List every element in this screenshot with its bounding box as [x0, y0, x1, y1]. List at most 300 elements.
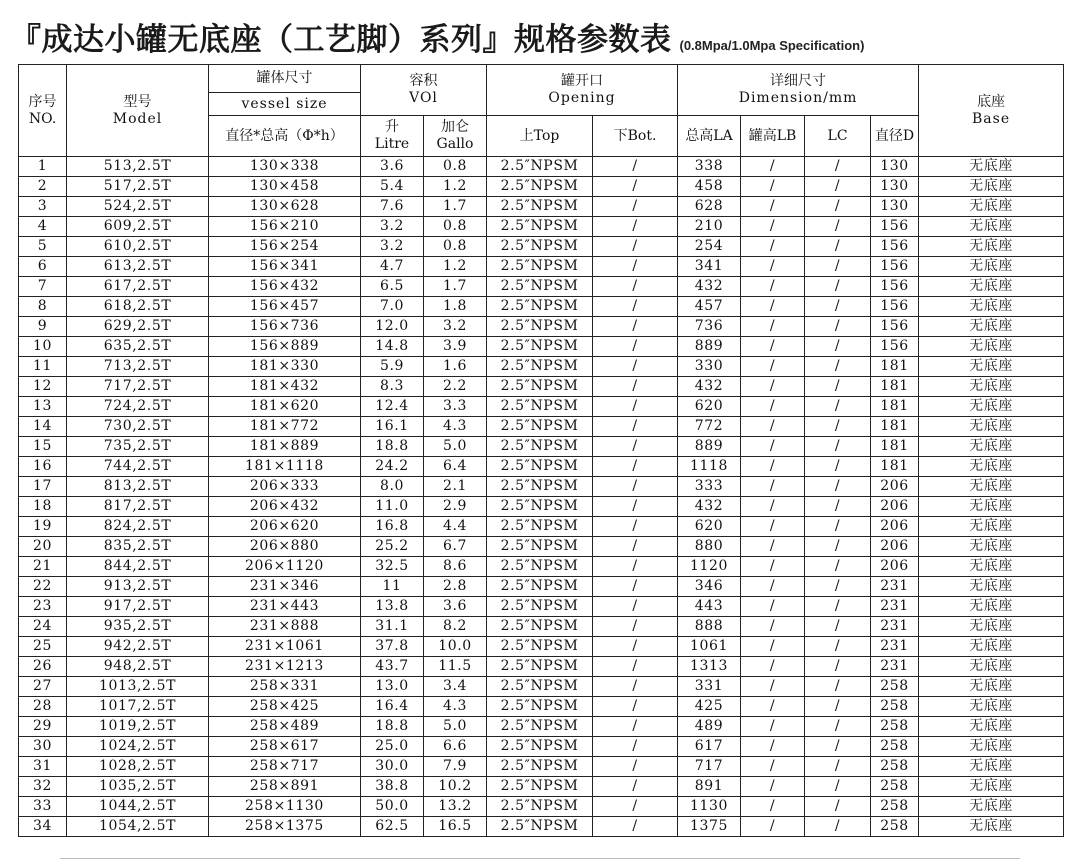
cell-lb: / [741, 797, 805, 817]
cell-base: 无底座 [919, 337, 1064, 357]
cell-seq: 21 [19, 557, 67, 577]
cell-la: 432 [678, 497, 741, 517]
table-row [19, 517, 1064, 537]
cell-litre: 13.0 [361, 677, 424, 697]
cell-opening-bottom: / [593, 717, 678, 737]
header-lc: LC [805, 116, 871, 157]
cell-diameter: 181 [871, 457, 919, 477]
cell-vessel-size: 181×620 [209, 397, 361, 417]
cell-vessel-size: 156×736 [209, 317, 361, 337]
table-row [19, 457, 1064, 477]
cell-diameter: 130 [871, 177, 919, 197]
cell-diameter: 156 [871, 277, 919, 297]
cell-vessel-size: 156×432 [209, 277, 361, 297]
cell-lc: / [805, 797, 871, 817]
cell-la: 458 [678, 177, 741, 197]
cell-model: 724,2.5T [67, 397, 209, 417]
cell-model: 730,2.5T [67, 417, 209, 437]
cell-vessel-size: 156×889 [209, 337, 361, 357]
title-subtitle: (0.8Mpa/1.0Mpa Specification) [679, 38, 865, 53]
header-dim-cn: 详细尺寸 [770, 73, 827, 89]
table-row [19, 217, 1064, 237]
cell-model: 517,2.5T [67, 177, 209, 197]
table-row [19, 697, 1064, 717]
cell-gallon: 0.8 [424, 157, 487, 177]
cell-opening-bottom: / [593, 537, 678, 557]
cell-lc: / [805, 477, 871, 497]
cell-lc: / [805, 577, 871, 597]
cell-model: 1028,2.5T [67, 757, 209, 777]
header-model-cn: 型号 [123, 93, 152, 110]
table-body [19, 157, 1064, 837]
cell-opening-bottom: / [593, 777, 678, 797]
cell-model: 844,2.5T [67, 557, 209, 577]
cell-gallon: 3.2 [424, 317, 487, 337]
cell-lc: / [805, 717, 871, 737]
cell-vessel-size: 156×210 [209, 217, 361, 237]
cell-base: 无底座 [919, 617, 1064, 637]
cell-model: 835,2.5T [67, 537, 209, 557]
cell-base: 无底座 [919, 277, 1064, 297]
table-row [19, 537, 1064, 557]
cell-seq: 29 [19, 717, 67, 737]
cell-base: 无底座 [919, 637, 1064, 657]
cell-litre: 3.6 [361, 157, 424, 177]
cell-lc: / [805, 497, 871, 517]
cell-lb: / [741, 537, 805, 557]
cell-base: 无底座 [919, 597, 1064, 617]
cell-opening-top: 2.5″NPSM [487, 257, 593, 277]
cell-vessel-size: 181×432 [209, 377, 361, 397]
cell-diameter: 231 [871, 637, 919, 657]
cell-model: 735,2.5T [67, 437, 209, 457]
header-bottom: 下Bot. [593, 116, 678, 157]
cell-vessel-size: 130×338 [209, 157, 361, 177]
cell-diameter: 231 [871, 617, 919, 637]
cell-diameter: 258 [871, 817, 919, 837]
cell-model: 917,2.5T [67, 597, 209, 617]
cell-model: 948,2.5T [67, 657, 209, 677]
cell-seq: 11 [19, 357, 67, 377]
cell-gallon: 0.8 [424, 217, 487, 237]
cell-gallon: 8.6 [424, 557, 487, 577]
cell-gallon: 1.2 [424, 257, 487, 277]
cell-base: 无底座 [919, 477, 1064, 497]
cell-litre: 12.0 [361, 317, 424, 337]
cell-lc: / [805, 757, 871, 777]
cell-opening-bottom: / [593, 157, 678, 177]
cell-opening-bottom: / [593, 257, 678, 277]
cell-lc: / [805, 777, 871, 797]
cell-model: 942,2.5T [67, 637, 209, 657]
cell-base: 无底座 [919, 357, 1064, 377]
cell-opening-top: 2.5″NPSM [487, 417, 593, 437]
cell-la: 330 [678, 357, 741, 377]
cell-diameter: 156 [871, 237, 919, 257]
cell-vessel-size: 206×333 [209, 477, 361, 497]
cell-diameter: 258 [871, 777, 919, 797]
cell-gallon: 2.1 [424, 477, 487, 497]
cell-base: 无底座 [919, 437, 1064, 457]
cell-model: 1044,2.5T [67, 797, 209, 817]
cell-lb: / [741, 217, 805, 237]
cell-vessel-size: 258×425 [209, 697, 361, 717]
cell-opening-bottom: / [593, 277, 678, 297]
cell-opening-top: 2.5″NPSM [487, 177, 593, 197]
cell-gallon: 3.3 [424, 397, 487, 417]
cell-la: 889 [678, 437, 741, 457]
table-row [19, 277, 1064, 297]
cell-lc: / [805, 417, 871, 437]
header-opening-en: Opening [548, 90, 616, 106]
cell-vessel-size: 181×889 [209, 437, 361, 457]
header-d: 直径D [871, 116, 919, 157]
page-title [10, 14, 865, 58]
cell-litre: 7.0 [361, 297, 424, 317]
cell-lb: / [741, 397, 805, 417]
cell-seq: 28 [19, 697, 67, 717]
header-vol-cn: 容积 [409, 73, 438, 89]
cell-lb: / [741, 417, 805, 437]
cell-la: 457 [678, 297, 741, 317]
cell-diameter: 156 [871, 257, 919, 277]
cell-lc: / [805, 657, 871, 677]
cell-vessel-size: 156×457 [209, 297, 361, 317]
cell-base: 无底座 [919, 657, 1064, 677]
cell-vessel-size: 181×330 [209, 357, 361, 377]
cell-litre: 37.8 [361, 637, 424, 657]
cell-opening-top: 2.5″NPSM [487, 397, 593, 417]
cell-model: 1035,2.5T [67, 777, 209, 797]
cell-lc: / [805, 317, 871, 337]
cell-lc: / [805, 217, 871, 237]
cell-gallon: 10.2 [424, 777, 487, 797]
cell-vessel-size: 231×443 [209, 597, 361, 617]
cell-seq: 23 [19, 597, 67, 617]
table-row [19, 197, 1064, 217]
cell-opening-bottom: / [593, 617, 678, 637]
table-row [19, 437, 1064, 457]
cell-gallon: 3.9 [424, 337, 487, 357]
cell-opening-bottom: / [593, 357, 678, 377]
cell-seq: 3 [19, 197, 67, 217]
cell-litre: 16.1 [361, 417, 424, 437]
cell-lb: / [741, 697, 805, 717]
cell-diameter: 181 [871, 417, 919, 437]
cell-gallon: 2.8 [424, 577, 487, 597]
cell-opening-bottom: / [593, 457, 678, 477]
cell-litre: 16.4 [361, 697, 424, 717]
cell-la: 736 [678, 317, 741, 337]
header-top: 上Top [487, 116, 593, 157]
cell-lb: / [741, 357, 805, 377]
cell-opening-top: 2.5″NPSM [487, 797, 593, 817]
cell-model: 617,2.5T [67, 277, 209, 297]
cell-vessel-size: 231×1061 [209, 637, 361, 657]
table-row [19, 797, 1064, 817]
cell-lc: / [805, 157, 871, 177]
cell-vessel-size: 206×620 [209, 517, 361, 537]
cell-base: 无底座 [919, 257, 1064, 277]
cell-vessel-size: 181×772 [209, 417, 361, 437]
table-row [19, 497, 1064, 517]
cell-gallon: 7.9 [424, 757, 487, 777]
cell-lc: / [805, 197, 871, 217]
cell-lb: / [741, 817, 805, 837]
cell-la: 333 [678, 477, 741, 497]
cell-model: 618,2.5T [67, 297, 209, 317]
cell-vessel-size: 206×432 [209, 497, 361, 517]
cell-base: 无底座 [919, 737, 1064, 757]
cell-vessel-size: 206×880 [209, 537, 361, 557]
cell-la: 1120 [678, 557, 741, 577]
cell-litre: 25.0 [361, 737, 424, 757]
header-base-en: Base [972, 110, 1011, 127]
cell-la: 432 [678, 377, 741, 397]
header-litre-en: Litre [374, 136, 410, 152]
cell-la: 620 [678, 397, 741, 417]
cell-opening-bottom: / [593, 797, 678, 817]
table-row [19, 597, 1064, 617]
cell-base: 无底座 [919, 197, 1064, 217]
cell-base: 无底座 [919, 317, 1064, 337]
cell-opening-top: 2.5″NPSM [487, 517, 593, 537]
cell-lb: / [741, 377, 805, 397]
cell-la: 443 [678, 597, 741, 617]
cell-litre: 8.3 [361, 377, 424, 397]
header-gallon-en: Gallo [436, 136, 474, 152]
cell-la: 489 [678, 717, 741, 737]
cell-litre: 12.4 [361, 397, 424, 417]
cell-lb: / [741, 277, 805, 297]
cell-opening-bottom: / [593, 697, 678, 717]
cell-opening-top: 2.5″NPSM [487, 737, 593, 757]
cell-diameter: 258 [871, 717, 919, 737]
cell-la: 617 [678, 737, 741, 757]
cell-seq: 18 [19, 497, 67, 517]
cell-vessel-size: 130×458 [209, 177, 361, 197]
header-volume [361, 65, 487, 116]
cell-model: 1054,2.5T [67, 817, 209, 837]
cell-gallon: 4.3 [424, 417, 487, 437]
cell-seq: 31 [19, 757, 67, 777]
cell-opening-top: 2.5″NPSM [487, 197, 593, 217]
table-row [19, 737, 1064, 757]
header-gallon [424, 116, 487, 157]
cell-opening-top: 2.5″NPSM [487, 637, 593, 657]
cell-litre: 18.8 [361, 717, 424, 737]
table-row [19, 617, 1064, 637]
cell-vessel-size: 258×1130 [209, 797, 361, 817]
cell-litre: 4.7 [361, 257, 424, 277]
cell-model: 609,2.5T [67, 217, 209, 237]
cell-opening-top: 2.5″NPSM [487, 757, 593, 777]
cell-diameter: 258 [871, 697, 919, 717]
cell-seq: 25 [19, 637, 67, 657]
cell-gallon: 1.7 [424, 277, 487, 297]
cell-lb: / [741, 737, 805, 757]
cell-opening-bottom: / [593, 637, 678, 657]
cell-lb: / [741, 157, 805, 177]
cell-model: 524,2.5T [67, 197, 209, 217]
cell-opening-top: 2.5″NPSM [487, 577, 593, 597]
cell-opening-top: 2.5″NPSM [487, 217, 593, 237]
table-row [19, 757, 1064, 777]
cell-model: 913,2.5T [67, 577, 209, 597]
cell-la: 888 [678, 617, 741, 637]
cell-lc: / [805, 277, 871, 297]
cell-opening-top: 2.5″NPSM [487, 157, 593, 177]
cell-seq: 33 [19, 797, 67, 817]
cell-la: 1313 [678, 657, 741, 677]
cell-litre: 50.0 [361, 797, 424, 817]
cell-base: 无底座 [919, 557, 1064, 577]
table-header [19, 65, 1064, 157]
cell-diameter: 181 [871, 377, 919, 397]
cell-diameter: 231 [871, 577, 919, 597]
cell-diameter: 206 [871, 497, 919, 517]
cell-vessel-size: 231×888 [209, 617, 361, 637]
cell-litre: 3.2 [361, 237, 424, 257]
cell-seq: 34 [19, 817, 67, 837]
cell-seq: 13 [19, 397, 67, 417]
cell-la: 338 [678, 157, 741, 177]
cell-la: 628 [678, 197, 741, 217]
cell-lc: / [805, 297, 871, 317]
cell-lb: / [741, 777, 805, 797]
cell-diameter: 130 [871, 197, 919, 217]
cell-gallon: 3.4 [424, 677, 487, 697]
cell-la: 210 [678, 217, 741, 237]
cell-vessel-size: 156×254 [209, 237, 361, 257]
cell-opening-top: 2.5″NPSM [487, 777, 593, 797]
cell-model: 717,2.5T [67, 377, 209, 397]
cell-opening-top: 2.5″NPSM [487, 557, 593, 577]
cell-vessel-size: 258×891 [209, 777, 361, 797]
cell-la: 889 [678, 337, 741, 357]
cell-litre: 24.2 [361, 457, 424, 477]
table-row [19, 717, 1064, 737]
header-base-cn: 底座 [977, 93, 1006, 110]
cell-gallon: 8.2 [424, 617, 487, 637]
cell-opening-top: 2.5″NPSM [487, 597, 593, 617]
cell-diameter: 156 [871, 337, 919, 357]
cell-gallon: 6.7 [424, 537, 487, 557]
cell-seq: 4 [19, 217, 67, 237]
cell-base: 无底座 [919, 817, 1064, 837]
cell-seq: 14 [19, 417, 67, 437]
cell-seq: 26 [19, 657, 67, 677]
cell-model: 1024,2.5T [67, 737, 209, 757]
cell-diameter: 181 [871, 357, 919, 377]
cell-litre: 18.8 [361, 437, 424, 457]
table-row [19, 357, 1064, 377]
cell-base: 无底座 [919, 797, 1064, 817]
cell-lc: / [805, 557, 871, 577]
cell-opening-bottom: / [593, 377, 678, 397]
cell-diameter: 258 [871, 797, 919, 817]
cell-opening-top: 2.5″NPSM [487, 337, 593, 357]
cell-litre: 38.8 [361, 777, 424, 797]
cell-diameter: 130 [871, 157, 919, 177]
cell-lb: / [741, 657, 805, 677]
cell-lc: / [805, 517, 871, 537]
cell-lc: / [805, 437, 871, 457]
cell-lc: / [805, 737, 871, 757]
cell-lc: / [805, 537, 871, 557]
cell-opening-top: 2.5″NPSM [487, 617, 593, 637]
cell-la: 891 [678, 777, 741, 797]
cell-model: 513,2.5T [67, 157, 209, 177]
table-row [19, 177, 1064, 197]
cell-opening-bottom: / [593, 557, 678, 577]
cell-gallon: 2.9 [424, 497, 487, 517]
cell-la: 880 [678, 537, 741, 557]
cell-opening-bottom: / [593, 297, 678, 317]
cell-lb: / [741, 717, 805, 737]
cell-litre: 3.2 [361, 217, 424, 237]
cell-opening-top: 2.5″NPSM [487, 677, 593, 697]
cell-la: 346 [678, 577, 741, 597]
cell-base: 无底座 [919, 677, 1064, 697]
cell-seq: 17 [19, 477, 67, 497]
cell-lb: / [741, 557, 805, 577]
cell-litre: 14.8 [361, 337, 424, 357]
cell-opening-top: 2.5″NPSM [487, 817, 593, 837]
cell-la: 1061 [678, 637, 741, 657]
cell-model: 813,2.5T [67, 477, 209, 497]
cell-lc: / [805, 337, 871, 357]
header-dim-en: Dimension/mm [738, 90, 858, 106]
cell-opening-top: 2.5″NPSM [487, 237, 593, 257]
cell-litre: 7.6 [361, 197, 424, 217]
table-row [19, 817, 1064, 837]
cell-lb: / [741, 637, 805, 657]
cell-seq: 2 [19, 177, 67, 197]
table-row [19, 577, 1064, 597]
cell-base: 无底座 [919, 517, 1064, 537]
cell-lc: / [805, 617, 871, 637]
cell-gallon: 6.6 [424, 737, 487, 757]
header-vessel-cn: 罐体尺寸 [209, 65, 361, 93]
cell-opening-bottom: / [593, 517, 678, 537]
cell-lb: / [741, 317, 805, 337]
cell-gallon: 6.4 [424, 457, 487, 477]
header-seq [19, 65, 67, 157]
cell-opening-top: 2.5″NPSM [487, 297, 593, 317]
cell-lb: / [741, 337, 805, 357]
header-vessel-sub: 直径*总高（Φ*h） [209, 116, 361, 157]
cell-model: 713,2.5T [67, 357, 209, 377]
cell-gallon: 1.6 [424, 357, 487, 377]
header-seq-cn: 序号 [28, 93, 57, 110]
cell-vessel-size: 181×1118 [209, 457, 361, 477]
header-base [919, 65, 1064, 157]
cell-seq: 19 [19, 517, 67, 537]
cell-seq: 15 [19, 437, 67, 457]
cell-opening-top: 2.5″NPSM [487, 477, 593, 497]
table-row [19, 257, 1064, 277]
cell-litre: 8.0 [361, 477, 424, 497]
cell-opening-top: 2.5″NPSM [487, 377, 593, 397]
cell-model: 610,2.5T [67, 237, 209, 257]
cell-la: 331 [678, 677, 741, 697]
cell-gallon: 4.3 [424, 697, 487, 717]
cell-vessel-size: 231×1213 [209, 657, 361, 677]
cell-seq: 30 [19, 737, 67, 757]
cell-opening-top: 2.5″NPSM [487, 277, 593, 297]
cell-seq: 27 [19, 677, 67, 697]
